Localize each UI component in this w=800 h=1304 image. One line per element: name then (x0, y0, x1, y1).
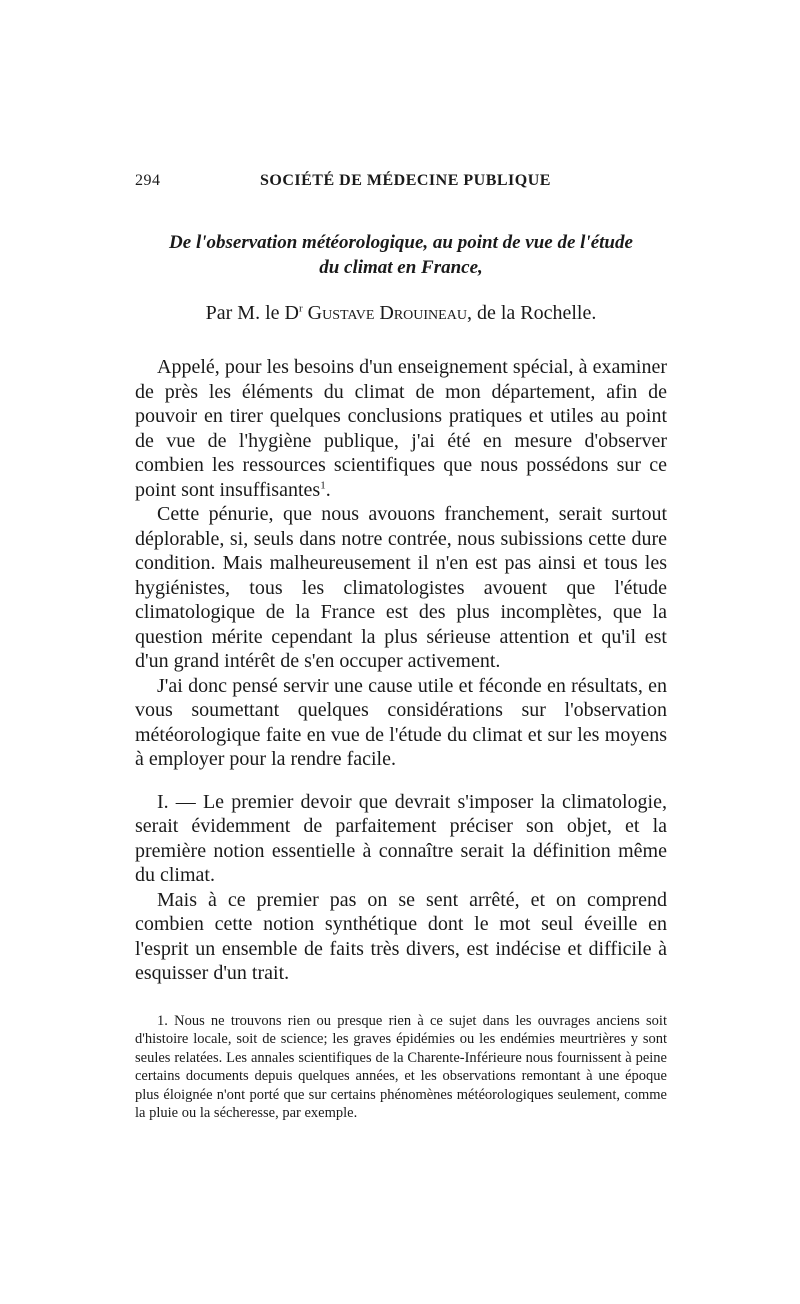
running-head (135, 172, 667, 200)
paragraph-2: Cette pénurie, que nous avouons franchement, serait surtout déplorable, si, seuls dans notre contrée, nous subissions cette dure condition. Mais malheureusement il n'en est pas ainsi et tous les hygiénistes, tous les climatologistes avouent que l'étude climatologique de la France est des plus incomplètes, que la question mérite cependant la plus sérieuse attention et qu'il est d'un grand intérêt de s'en occuper activement. (135, 503, 667, 672)
article-title (135, 230, 667, 280)
paragraph-1 (135, 355, 667, 502)
paragraph-1-text: Appelé, pour les besoins d'un enseignement spécial, à examiner de près les éléments du climat de mon département, afin de pouvoir en tirer quelques conclusions pratiques et utiles au point de vue de l'hygiène publique, j'ai été en mesure d'observer combien les ressources scientifiques que nous possédons sur ce point sont insuffisantes (135, 356, 667, 501)
byline-doctor-sup: r (298, 302, 303, 315)
footnote-number: 1. (157, 1012, 168, 1029)
paragraph-3: J'ai donc pensé servir une cause utile et féconde en résultats, en vous soumettant quelques considérations sur l'observation météorologique faite en vue de l'étude du climat et sur les moyens à employer pour la rendre facile. (135, 674, 667, 770)
byline-suffix: , de la Rochelle. (466, 302, 597, 324)
paragraph-4: I. — Le premier devoir que devrait s'imposer la climatologie, serait évidemment de parfaitement préciser son objet, et la première notion essentielle à connaître serait la définition même du climat. (135, 790, 667, 886)
paragraph-1-end: . (325, 478, 331, 501)
journal-title: SOCIÉTÉ DE MÉDECINE PUBLIQUE (260, 172, 551, 189)
author-name: Gustave Drouineau (307, 302, 467, 324)
page-number: 294 (135, 172, 161, 189)
footnote (135, 1012, 667, 1123)
paragraph-5: Mais à ce premier pas on se sent arrêté, et on comprend combien cette notion synthétique dont le mot seul éveille en l'esprit un ensemble de faits très divers, est indécise et difficile à esquisser d'un trait. (135, 888, 667, 984)
byline (135, 302, 667, 325)
article-title-line-2: du climat en France, (319, 257, 483, 278)
page (135, 172, 667, 1123)
body-text (135, 355, 667, 986)
byline-prefix: Par M. le D (205, 302, 299, 324)
article-title-line-1: De l'observation météorologique, au point de vue de l'étude (169, 232, 633, 253)
footnote-ref: 1 (320, 478, 326, 491)
footnote-text: Nous ne trouvons rien ou presque rien à ce sujet dans les ouvrages anciens soit d'histoire locale, soit de science; les graves épidémies ou les endémies meurtrières y sont seules relatées. Les annales scientifiques de la Charente-Inférieure nous fournissent à peine certains documents depuis quelques années, et les observations remontant à une époque plus éloignée n'ont porté que sur certains phénomènes météorologiques seulement, comme la pluie ou la sécheresse, par exemple. (135, 1012, 667, 1121)
